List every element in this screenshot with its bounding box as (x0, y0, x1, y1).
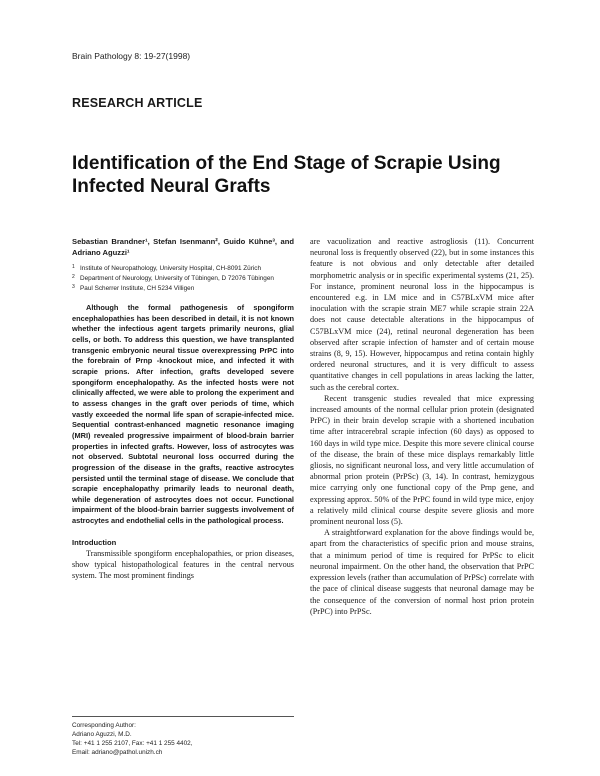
affiliation-1 (72, 264, 294, 273)
affiliation-number: 3 (72, 284, 75, 290)
affiliation-text: Institute of Neuropathology, University Hospital, CH-8091 Zürich (80, 265, 262, 272)
affiliation-3 (72, 284, 294, 293)
introduction-heading: Introduction (72, 537, 117, 547)
author-list: Sebastian Brandner¹, Stefan Isenmann², Guido Kühne³, and Adriano Aguzzi¹ (72, 237, 294, 257)
affiliation-text: Paul Scherrer Institute, CH 5234 Villigen (80, 285, 195, 292)
abstract: Although the formal pathogenesis of spongiform encephalopathies has been described in detail, it is not known whether the infectious agent targets primarily neurons, glial cells, or both. To address this question, we have transplanted transgenic embryonic neural tissue overexpressing PrPC into the forebrain of Prnp -knockout mice, and infected it with scrapie prions. After infection, grafts developed severe spongiform encephalopathy. As the infected hosts were not clinically affected, we were able to prolong the experiment and to assess changes in the graft over periods of time, which vastly exceeded the normal life span of scrapie-infected mice. Sequential contrast-enhanced magnetic resonance imaging (MRI) revealed progressive impairment of blood-brain barrier properties in infected grafts. However, loss of astrocytes was not observed. Subtotal neuronal loss occurred during the progression of the disease in the grafts, reactive astrocytes persisted until the terminal stage of disease. We conclude that scrapie encephalopathy primarily leads to neuronal death, while degeneration of astrocytes does not occur. Functional impairment of the blood-brain barrier suggests involvement of astrocytes and endothelial cells in the pathological process. (72, 303, 294, 526)
article-title: Identification of the End Stage of Scrapie Using Infected Neural Grafts (72, 153, 501, 197)
affiliation-2 (72, 274, 294, 283)
intro-paragraph-1: Transmissible spongiform encephalopathies, or prion diseases, show typical histopathological features in the central nervous system. The most prominent findings (72, 548, 294, 581)
corresponding-phone: Tel: +41 1 255 2107, Fax: +41 1 255 4402, (72, 740, 193, 747)
body-paragraph-3: A straightforward explanation for the above findings would be, apart from the characteristics of specific prion and mouse strains, that a minimum period of time is required for PrPSc to elicit neuronal impairment. On the other hand, the observation that PrPC expression levels (rather than accumulation of PrPSc) correlate with the pace of clinical disease suggests that neuronal damage may be the consequence of the conversion of normal host prion protein (PrPC) into PrPSc. (310, 528, 534, 616)
corresponding-label: Corresponding Author: (72, 722, 136, 729)
corresponding-name: Adriano Aguzzi, M.D. (72, 731, 132, 738)
affiliation-number: 2 (72, 274, 75, 280)
journal-citation: Brain Pathology 8: 19-27(1998) (72, 51, 191, 61)
corresponding-author-block (72, 716, 294, 757)
right-column (310, 236, 534, 617)
body-paragraph-2: Recent transgenic studies revealed that mice expressing increased amounts of the normal cellular prion protein (designated PrPC) in their brain develop scrapie with a shortened incubation time after intracerebral scrapie infection (60 days) as opposed to 160 days in wild type mice. Despite this more severe clinical course of the disease, the brain of these mice displays remarkably little gliosis, no significant neuronal loss, and very little accumulation of abnormal prion protein (PrPSc) (3, 14). In contrast, hemizygous mice carrying only one functional copy of the Prnp gene, and expressing approx. 50% of the PrPC found in wild type mice, enjoy a relatively mild clinical course despite severe gliosis and more prominent neuronal loss (5). (310, 393, 534, 527)
left-column (72, 236, 294, 582)
body-paragraph-1: are vacuolization and reactive astrogliosis (11). Concurrent neuronal loss is frequently observed (22), but in some instances this feature is not obvious and only detectable after detailed morphometric analysis or in specific experimental systems (21, 25). For instance, prominent neuronal loss in the hippocampus is encountered e.g. in LM mice and in C57BLxVM mice after inoculation with the scrapie strain ME7 while scrapie strain 22A does not cause detectable alterations in the hippocampus of C57BLxVM mice (24), retinal neuronal degeneration has been observed after scrapie infection of hamster and of certain mouse strains (8, 9, 15). However, hippocampus and retina contain highly ordered neuronal structures, and it is very difficult to assess quantitative changes in cell populations in areas lacking the latter, such as the cerebral cortex. (310, 237, 534, 392)
section-label: RESEARCH ARTICLE (72, 96, 203, 110)
affiliation-text: Department of Neurology, University of Tübingen, D 72076 Tübingen (80, 275, 274, 282)
affiliation-number: 1 (72, 264, 75, 270)
corresponding-email[interactable]: Email: adriano@pathol.unizh.ch (72, 749, 163, 756)
